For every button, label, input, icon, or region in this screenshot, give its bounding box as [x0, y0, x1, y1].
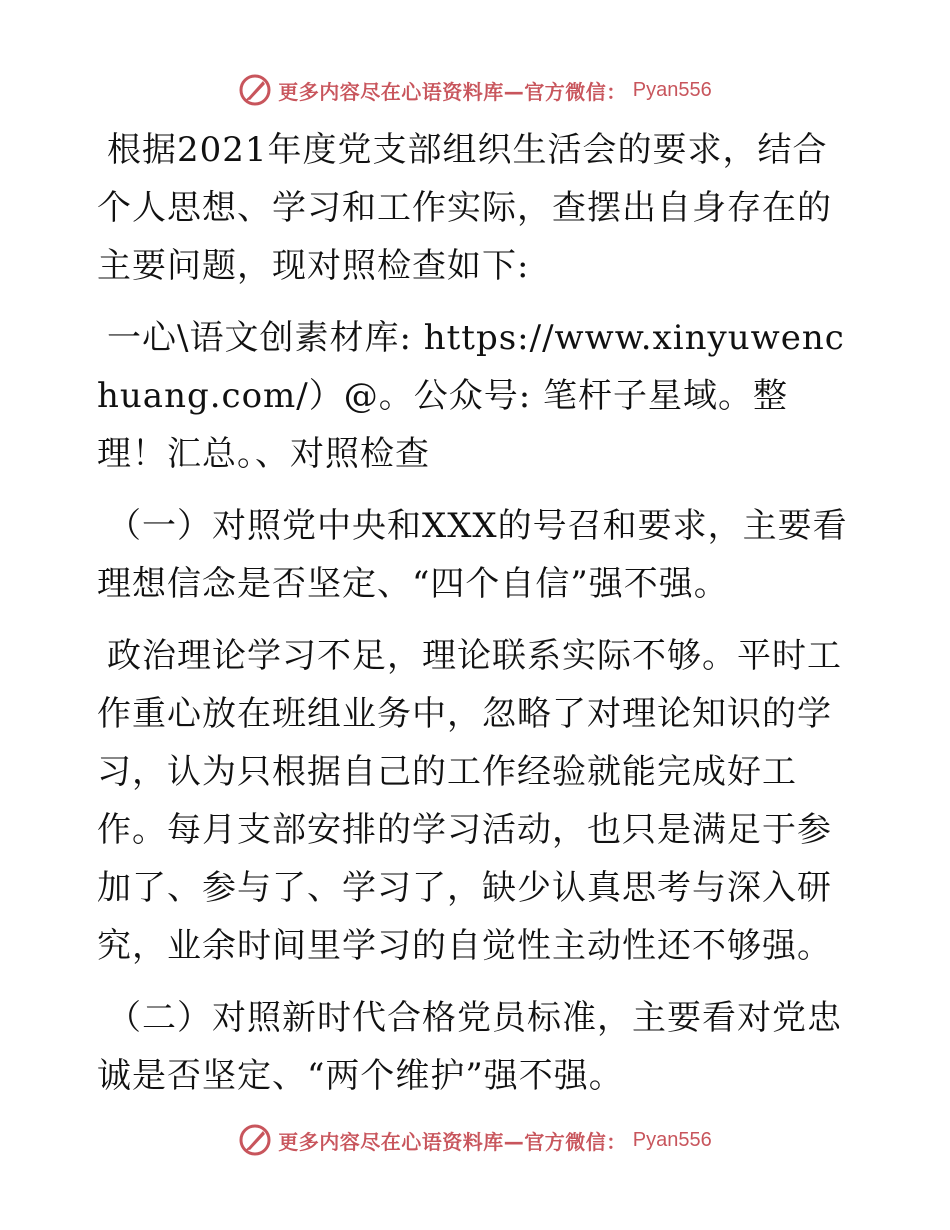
paragraph-source-note: 一心\语文创素材库: https://www.xinyuwenchuang.com/）@。公众号: 笔杆子星域。整理！汇总。、对照检查 [97, 318, 845, 474]
footer-watermark [0, 1120, 950, 1160]
watermark-wechat-id: Pyan556 [632, 78, 712, 101]
quill-logo-icon [238, 1123, 272, 1157]
watermark-text: 更多内容尽在心语资料库—官方微信： [278, 79, 627, 104]
header-watermark [0, 70, 950, 110]
paragraph-section-2-heading: （二）对照新时代合格党员标准，主要看对党忠诚是否坚定、“两个维护”强不强。 [97, 998, 842, 1096]
watermark-text: 更多内容尽在心语资料库—官方微信： [278, 1129, 627, 1154]
paragraph-section-1-body: 政治理论学习不足，理论联系实际不够。平时工作重心放在班组业务中，忽略了对理论知识的学习，认为只根据自己的工作经验就能完成好工作。每月支部安排的学习活动，也只是满足于参加了、参与了、学习了，缺少认真思考与深入研究，业余时间里学习的自觉性主动性还不够强。 [97, 636, 842, 966]
watermark-wechat-id: Pyan556 [632, 1128, 712, 1151]
document-body [97, 121, 857, 1119]
paragraph-section-1-heading: （一）对照党中央和XXX的号召和要求，主要看理想信念是否坚定、“四个自信”强不强。 [97, 506, 848, 604]
quill-logo-icon [238, 73, 272, 107]
paragraph-intro: 根据2021年度党支部组织生活会的要求，结合个人思想、学习和工作实际，查摆出自身存在的主要问题，现对照检查如下: [97, 130, 832, 286]
